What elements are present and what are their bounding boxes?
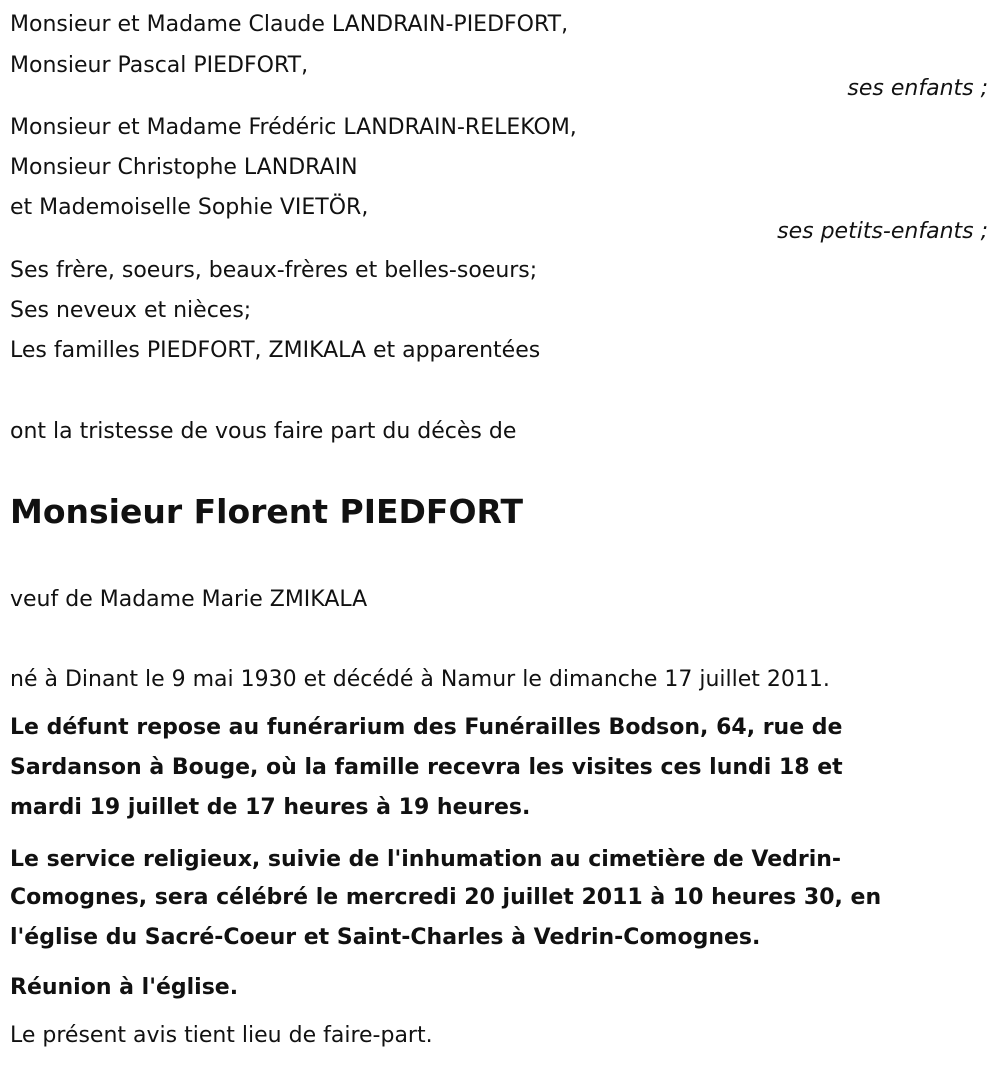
child-line: Monsieur Pascal PIEDFORT, <box>10 53 309 78</box>
grandchild-line: Monsieur et Madame Frédéric LANDRAIN-RELEKOM, <box>10 115 577 140</box>
meeting-text: Réunion à l'église. <box>10 975 239 1000</box>
announcement-text: ont la tristesse de vous faire part du décès de <box>10 419 517 444</box>
grandchild-line: Monsieur Christophe LANDRAIN <box>10 155 358 180</box>
birth-death-text: né à Dinant le 9 mai 1930 et décédé à Namur le dimanche 17 juillet 2011. <box>10 667 830 692</box>
child-line: Monsieur et Madame Claude LANDRAIN-PIEDFORT, <box>10 12 569 37</box>
grandchild-line: et Mademoiselle Sophie VIETÖR, <box>10 195 369 220</box>
service-paragraph-line: l'église du Sacré-Coeur et Saint-Charles à Vedrin-Comognes. <box>10 925 761 950</box>
grandchildren-label: ses petits-enfants ; <box>777 219 988 244</box>
family-line: Les familles PIEDFORT, ZMIKALA et apparentées <box>10 338 541 363</box>
rest-paragraph-line: mardi 19 juillet de 17 heures à 19 heures. <box>10 795 531 820</box>
rest-paragraph-line: Sardanson à Bouge, où la famille recevra les visites ces lundi 18 et <box>10 755 843 780</box>
family-line: Ses neveux et nièces; <box>10 298 252 323</box>
family-line: Ses frère, soeurs, beaux-frères et belles-soeurs; <box>10 258 538 283</box>
footer-text: Le présent avis tient lieu de faire-part. <box>10 1023 433 1048</box>
service-paragraph-line: Le service religieux, suivie de l'inhumation au cimetière de Vedrin- <box>10 847 842 872</box>
rest-paragraph-line: Le défunt repose au funérarium des Funérailles Bodson, 64, rue de <box>10 715 843 740</box>
widower-text: veuf de Madame Marie ZMIKALA <box>10 587 368 612</box>
service-paragraph-line: Comognes, sera célébré le mercredi 20 juillet 2011 à 10 heures 30, en <box>10 885 882 910</box>
children-label: ses enfants ; <box>847 76 988 101</box>
deceased-name: Monsieur Florent PIEDFORT <box>10 492 523 531</box>
